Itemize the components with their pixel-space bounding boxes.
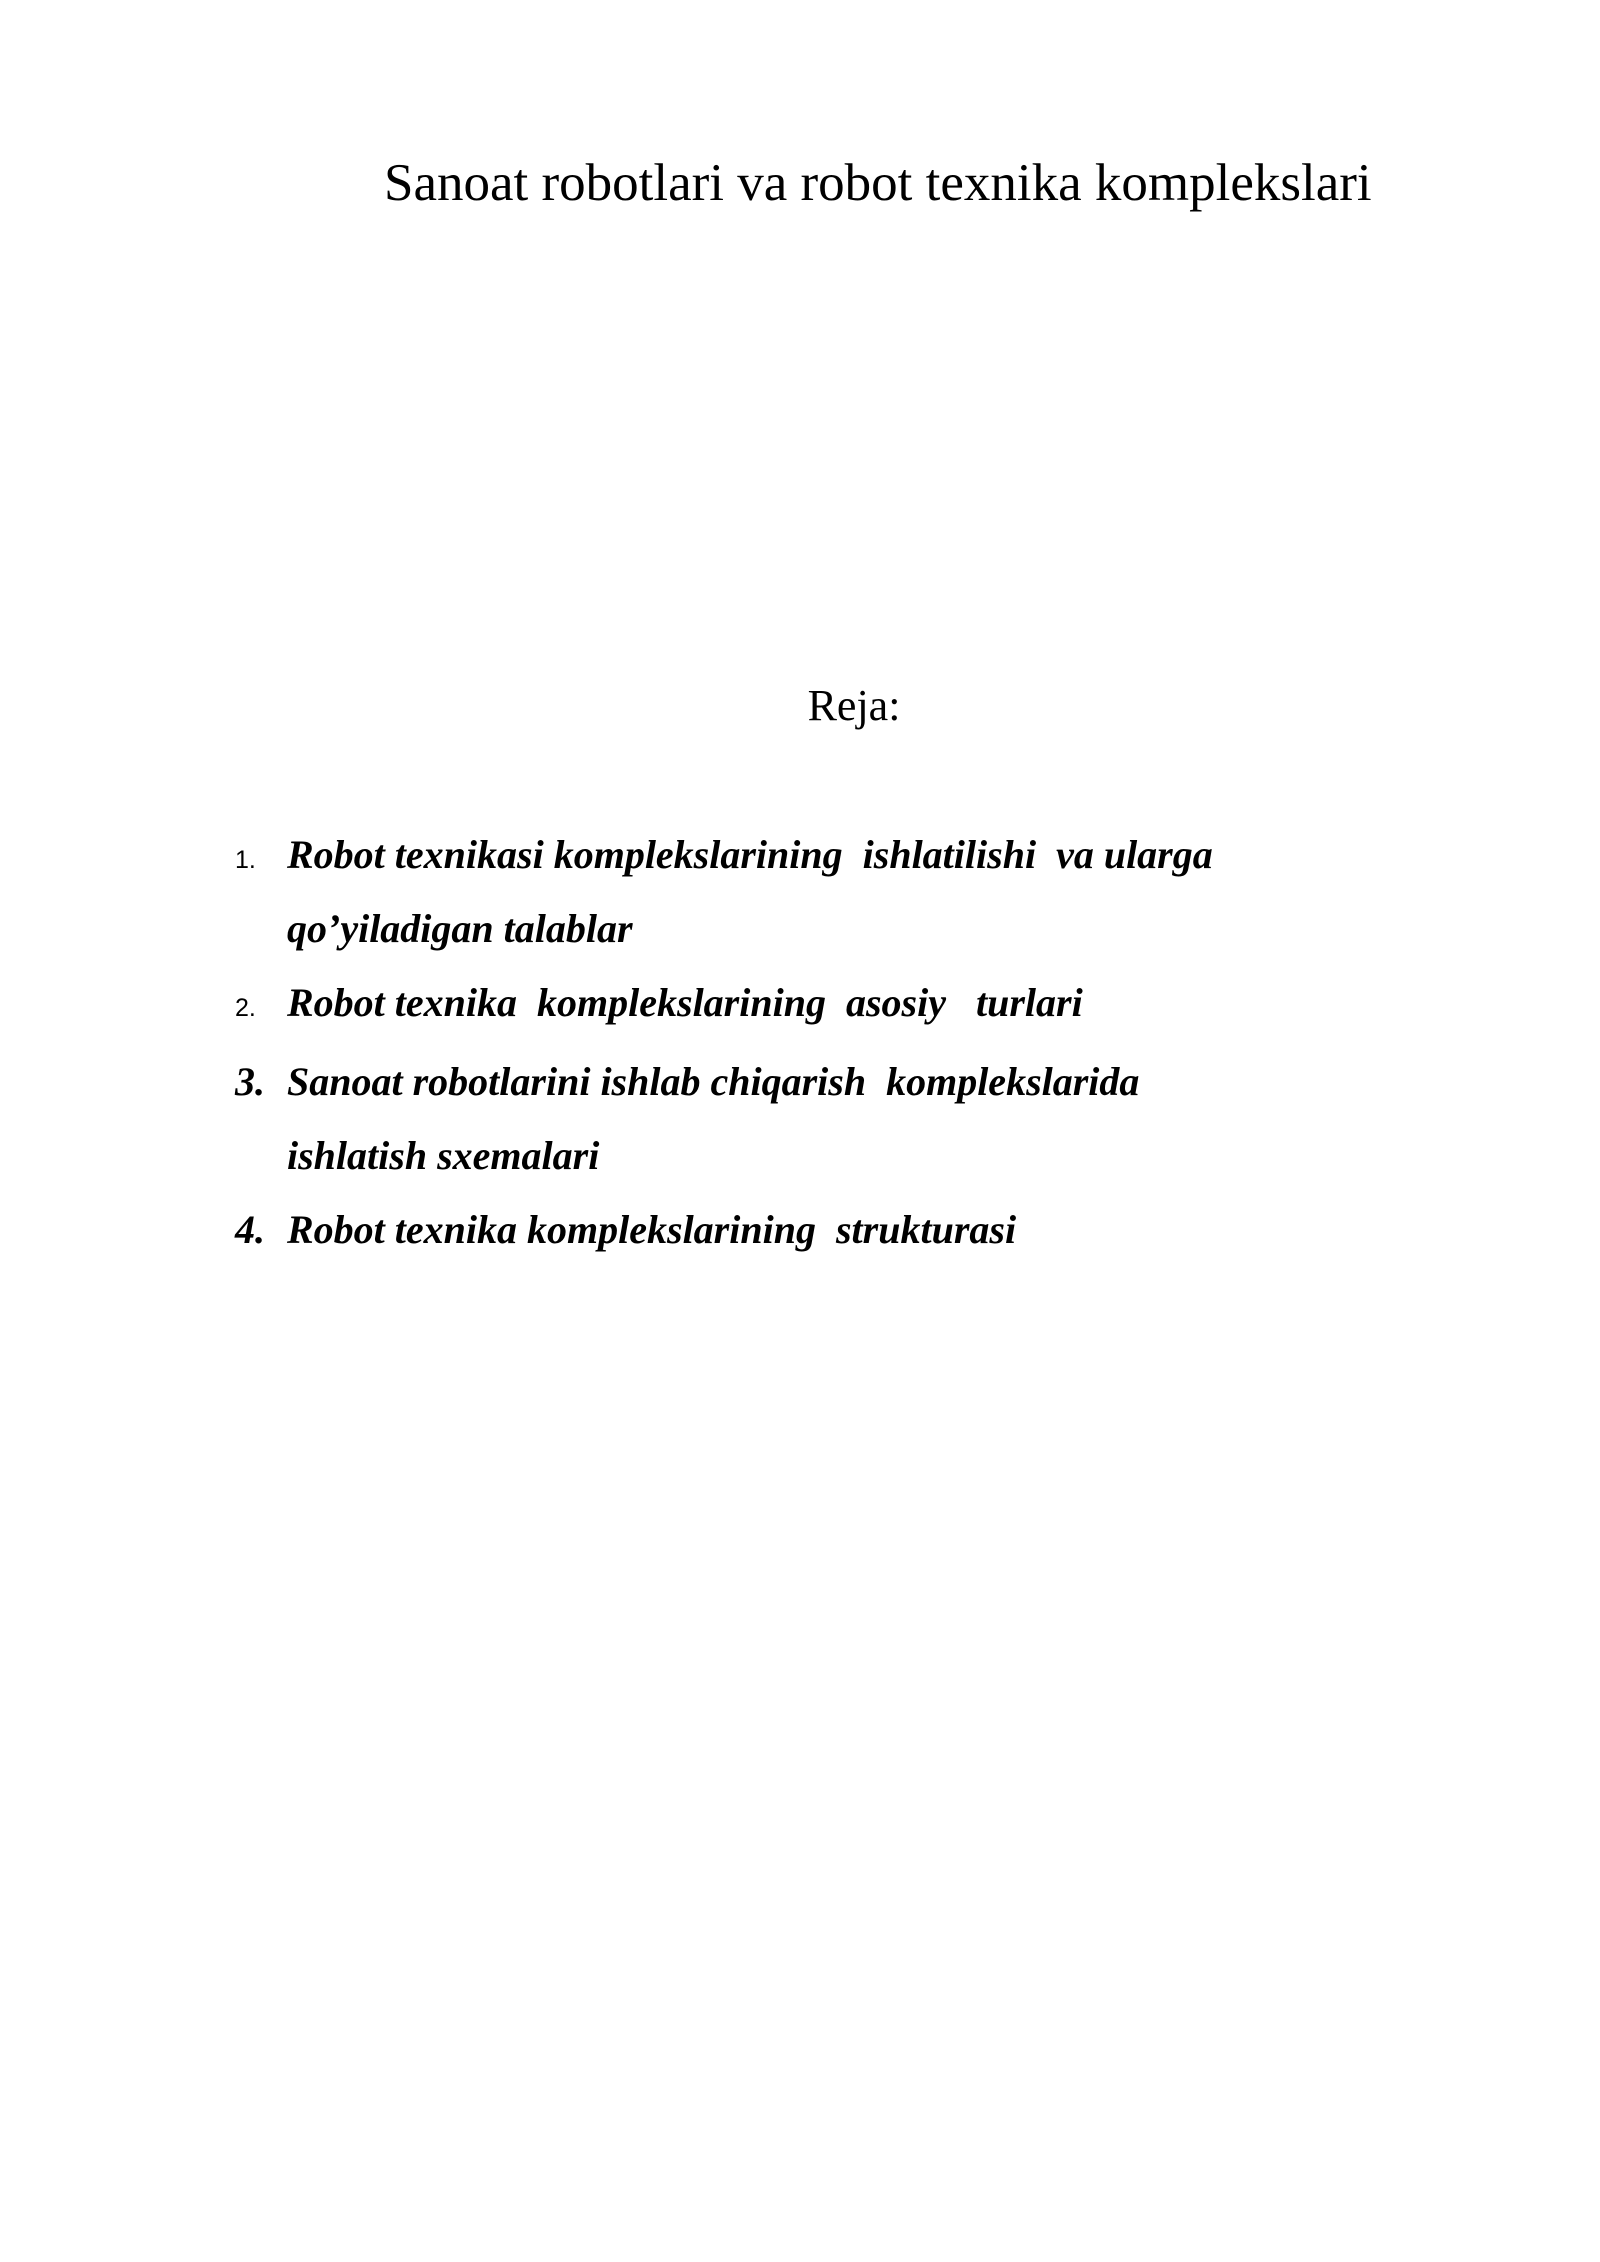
plan-item-text: Robot texnikasi komplekslarining ishlatilishi va ularga qo’yiladigan talablar — [287, 832, 1223, 951]
plan-item-1 — [235, 818, 1435, 966]
plan-list — [235, 818, 1435, 1267]
plan-item-text: Robot texnika komplekslarining asosiy turlari — [287, 980, 1083, 1025]
plan-item-4 — [235, 1193, 1435, 1267]
plan-item-text: Sanoat robotlarini ishlab chiqarish komplekslarida ishlatish sxemalari — [287, 1059, 1160, 1178]
plan-heading: Reja: — [807, 681, 901, 730]
plan-item-3 — [235, 1045, 1435, 1193]
plan-item-text: Robot texnika komplekslarining strukturasi — [287, 1207, 1017, 1252]
document-title: Sanoat robotlari va robot texnika komplekslari — [384, 154, 1372, 212]
plan-item-2 — [235, 966, 1435, 1045]
plan-item-number: 3. — [235, 1059, 265, 1104]
plan-item-number: 1. — [235, 846, 256, 874]
plan-item-number: 2. — [235, 994, 256, 1022]
plan-item-number: 4. — [235, 1207, 265, 1252]
